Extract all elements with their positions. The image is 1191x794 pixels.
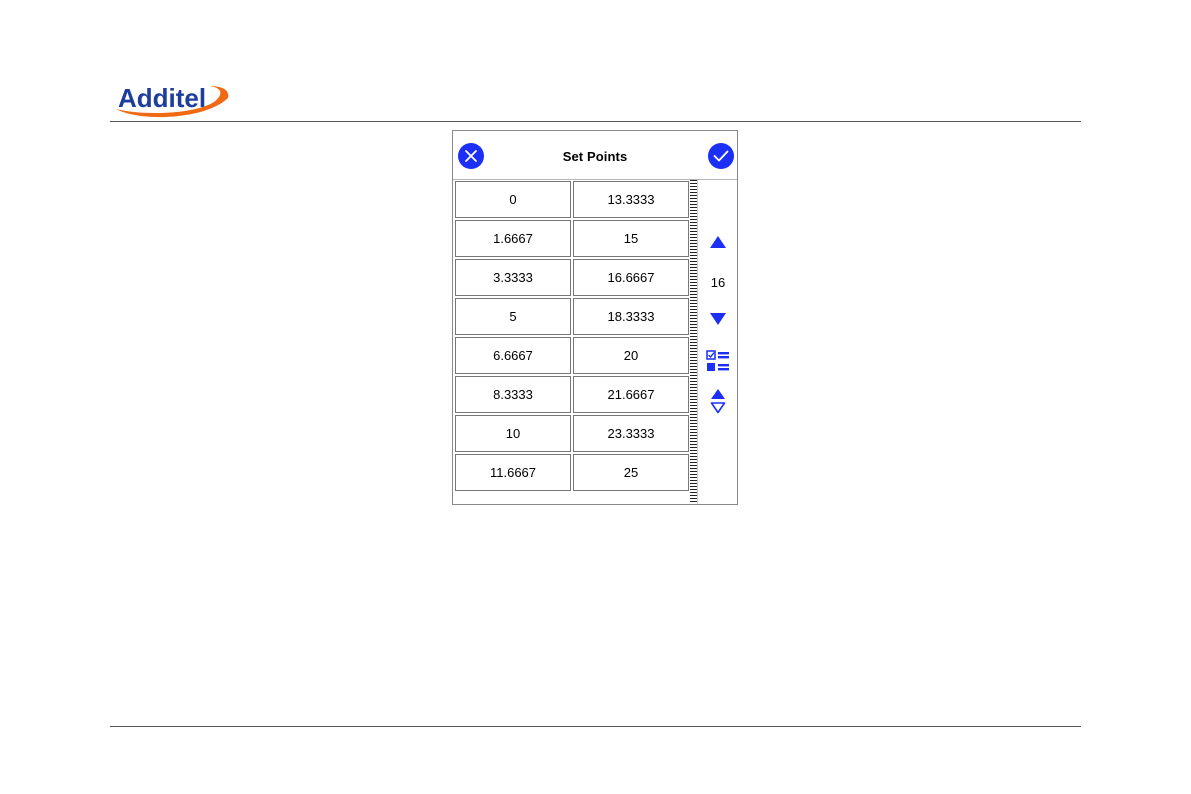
checklist-icon — [706, 350, 730, 372]
sort-icon — [710, 388, 726, 414]
set-point-cell[interactable]: 6.6667 — [455, 337, 571, 374]
set-point-cell[interactable]: 25 — [573, 454, 689, 491]
set-point-cell[interactable]: 8.3333 — [455, 376, 571, 413]
set-point-cell[interactable]: 11.6667 — [455, 454, 571, 491]
scroll-down-button[interactable] — [698, 312, 738, 326]
side-toolbar — [697, 180, 737, 504]
grid-scrollbar[interactable] — [690, 180, 697, 504]
set-point-grid — [455, 181, 689, 491]
select-list-button[interactable] — [698, 350, 738, 372]
set-point-cell[interactable]: 13.3333 — [573, 181, 689, 218]
brand-logo — [110, 76, 234, 122]
scroll-up-button[interactable] — [698, 235, 738, 249]
set-point-cell[interactable]: 0 — [455, 181, 571, 218]
set-point-cell[interactable]: 3.3333 — [455, 259, 571, 296]
set-point-cell[interactable]: 10 — [455, 415, 571, 452]
header-divider — [110, 121, 1081, 122]
logo-text: Additel — [118, 83, 207, 113]
check-icon — [708, 143, 734, 169]
sort-button[interactable] — [698, 388, 738, 414]
set-point-cell[interactable]: 21.6667 — [573, 376, 689, 413]
set-point-cell[interactable]: 18.3333 — [573, 298, 689, 335]
set-point-cell[interactable]: 23.3333 — [573, 415, 689, 452]
point-count: 16 — [710, 275, 726, 290]
arrow-up-icon — [709, 235, 727, 249]
set-point-cell[interactable]: 5 — [455, 298, 571, 335]
arrow-down-icon — [709, 312, 727, 326]
set-points-dialog — [452, 130, 738, 505]
set-point-cell[interactable]: 16.6667 — [573, 259, 689, 296]
dialog-title: Set Points — [562, 149, 628, 164]
footer-divider — [110, 726, 1081, 727]
confirm-button[interactable] — [708, 143, 734, 169]
set-point-cell[interactable]: 15 — [573, 220, 689, 257]
set-point-cell[interactable]: 20 — [573, 337, 689, 374]
set-point-cell[interactable]: 1.6667 — [455, 220, 571, 257]
dialog-header — [453, 131, 737, 180]
